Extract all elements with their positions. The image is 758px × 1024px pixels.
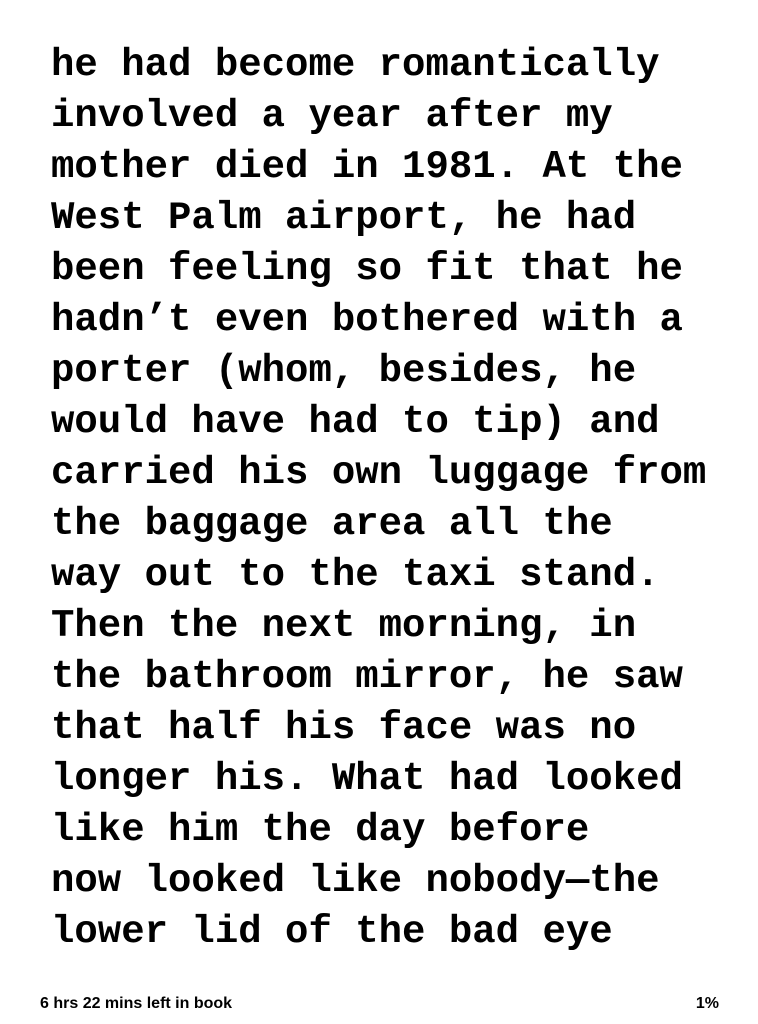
text-line: now looked like nobody—the bbox=[51, 859, 660, 903]
text-line: hadn’t even bothered with a bbox=[51, 298, 683, 342]
text-line: porter (whom, besides, he bbox=[51, 349, 637, 393]
text-line: been feeling so fit that he bbox=[51, 247, 683, 291]
text-line: that half his face was no bbox=[51, 706, 637, 750]
text-line: would have had to tip) and bbox=[51, 400, 660, 444]
text-line: mother died in 1981. At the bbox=[51, 145, 683, 189]
reading-progress: 1% bbox=[695, 995, 719, 1012]
book-page-text bbox=[51, 40, 751, 958]
time-left-label[interactable]: 6 hrs 22 mins left in book bbox=[40, 995, 233, 1012]
text-line: he had become romantically bbox=[51, 43, 660, 87]
text-line: Then the next morning, in bbox=[51, 604, 637, 648]
text-line: way out to the taxi stand. bbox=[51, 553, 660, 597]
text-line: the baggage area all the bbox=[51, 502, 613, 546]
reader-footer bbox=[0, 992, 758, 1016]
text-line: involved a year after my bbox=[51, 94, 613, 138]
text-line: like him the day before bbox=[51, 808, 590, 852]
text-line: lower lid of the bad eye bbox=[51, 910, 613, 954]
text-line: longer his. What had looked bbox=[51, 757, 683, 801]
text-line: carried his own luggage from bbox=[51, 451, 707, 495]
text-line: the bathroom mirror, he saw bbox=[51, 655, 683, 699]
text-line: West Palm airport, he had bbox=[51, 196, 637, 240]
